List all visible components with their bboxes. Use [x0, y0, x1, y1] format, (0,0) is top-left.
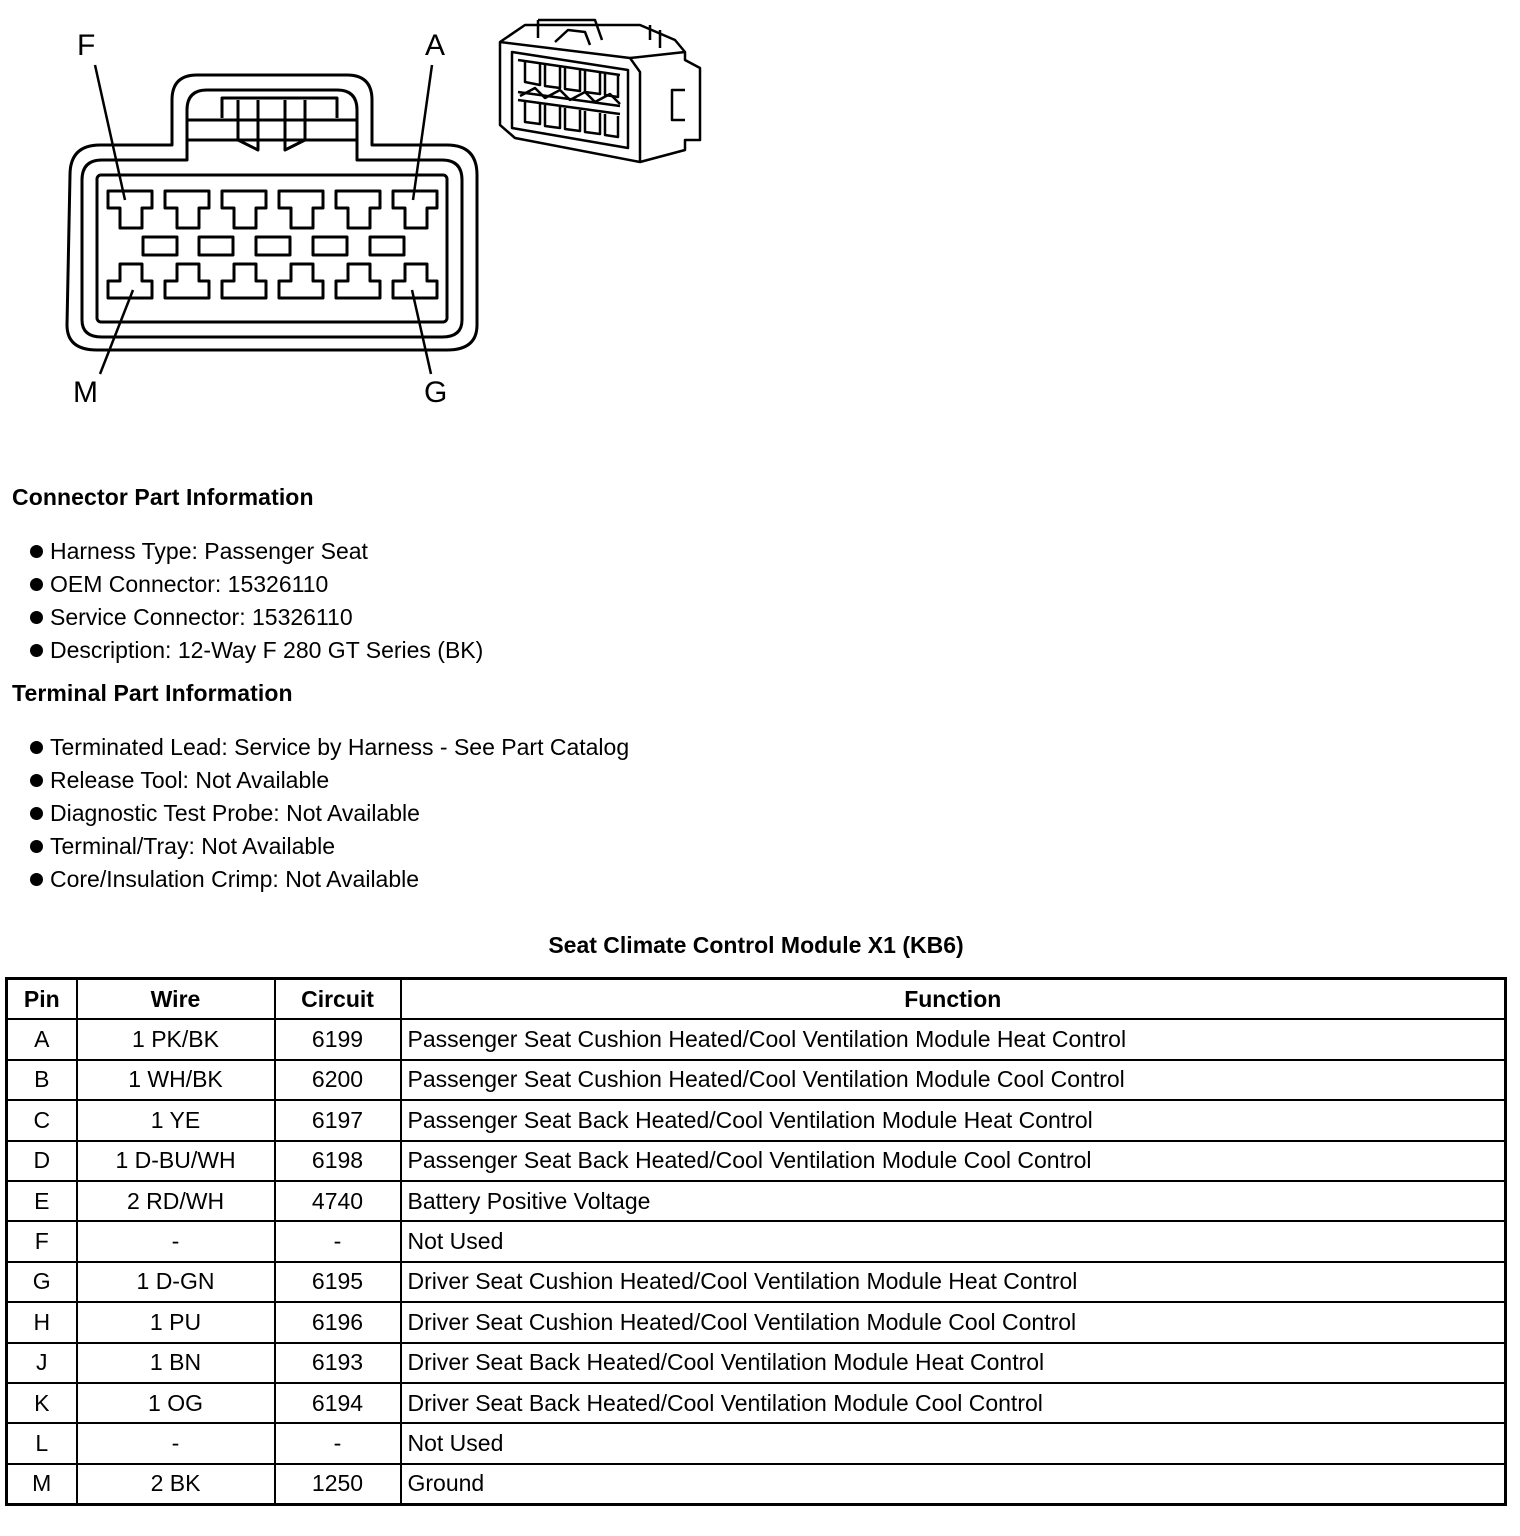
bullet-icon: [30, 840, 43, 853]
wire-cell: 1 PK/BK: [77, 1019, 275, 1059]
table-row: [7, 1464, 1506, 1505]
list-item: Harness Type: Passenger Seat: [0, 535, 483, 568]
pin-cell: K: [7, 1383, 77, 1423]
connector-part-info-heading: Connector Part Information: [12, 484, 314, 510]
table-row: [7, 1343, 1506, 1383]
list-item: Terminated Lead: Service by Harness - See Part Catalog: [0, 731, 629, 764]
list-item: Core/Insulation Crimp: Not Available: [0, 863, 629, 896]
table-row: [7, 1302, 1506, 1342]
pin-label-a: A: [425, 29, 446, 62]
function-cell: Driver Seat Cushion Heated/Cool Ventilation Module Cool Control: [401, 1302, 1506, 1342]
circuit-cell: 1250: [275, 1464, 401, 1505]
pin-label-f: F: [77, 29, 96, 62]
table-row: [7, 1019, 1506, 1059]
table-row: [7, 1100, 1506, 1140]
pin-cell: M: [7, 1464, 77, 1505]
pin-cell: F: [7, 1221, 77, 1261]
function-cell: Passenger Seat Back Heated/Cool Ventilation Module Cool Control: [401, 1141, 1506, 1181]
table-row: [7, 1181, 1506, 1221]
pin-table: [5, 977, 1507, 1506]
wire-cell: 1 PU: [77, 1302, 275, 1342]
pin-cell: E: [7, 1181, 77, 1221]
function-cell: Passenger Seat Cushion Heated/Cool Ventilation Module Cool Control: [401, 1060, 1506, 1100]
circuit-cell: -: [275, 1221, 401, 1261]
wire-cell: 1 YE: [77, 1100, 275, 1140]
pin-cell: H: [7, 1302, 77, 1342]
wire-cell: 1 D-BU/WH: [77, 1141, 275, 1181]
table-row: [7, 1060, 1506, 1100]
circuit-cell: 6197: [275, 1100, 401, 1140]
wire-cell: 2 BK: [77, 1464, 275, 1505]
table-row: [7, 1383, 1506, 1423]
wire-cell: 1 D-GN: [77, 1262, 275, 1302]
list-item: Description: 12-Way F 280 GT Series (BK): [0, 634, 483, 667]
terminal-part-info-heading: Terminal Part Information: [12, 680, 293, 706]
column-header-circuit: Circuit: [275, 979, 401, 1020]
list-item: Terminal/Tray: Not Available: [0, 830, 629, 863]
pin-cell: J: [7, 1343, 77, 1383]
connector-diagram: [0, 0, 720, 430]
wire-cell: -: [77, 1423, 275, 1463]
column-header-pin: Pin: [7, 979, 77, 1020]
list-item: OEM Connector: 15326110: [0, 568, 483, 601]
pin-cell: D: [7, 1141, 77, 1181]
function-cell: Passenger Seat Cushion Heated/Cool Ventilation Module Heat Control: [401, 1019, 1506, 1059]
column-header-wire: Wire: [77, 979, 275, 1020]
wire-cell: -: [77, 1221, 275, 1261]
table-row: [7, 1141, 1506, 1181]
wire-cell: 1 WH/BK: [77, 1060, 275, 1100]
pin-cell: L: [7, 1423, 77, 1463]
bullet-icon: [30, 644, 43, 657]
circuit-cell: 6199: [275, 1019, 401, 1059]
pin-label-m: M: [73, 376, 98, 409]
pin-cell: C: [7, 1100, 77, 1140]
terminal-part-info-list: [0, 731, 629, 896]
circuit-cell: 6200: [275, 1060, 401, 1100]
list-item: Service Connector: 15326110: [0, 601, 483, 634]
table-row: [7, 1262, 1506, 1302]
pin-table-body: [7, 1019, 1506, 1504]
circuit-cell: 6196: [275, 1302, 401, 1342]
circuit-cell: -: [275, 1423, 401, 1463]
circuit-cell: 6193: [275, 1343, 401, 1383]
function-cell: Driver Seat Back Heated/Cool Ventilation Module Cool Control: [401, 1383, 1506, 1423]
circuit-cell: 6195: [275, 1262, 401, 1302]
pin-label-g: G: [424, 376, 448, 409]
column-header-function: Function: [401, 979, 1506, 1020]
pin-cell: B: [7, 1060, 77, 1100]
circuit-cell: 4740: [275, 1181, 401, 1221]
pin-cell: G: [7, 1262, 77, 1302]
bullet-icon: [30, 873, 43, 886]
wire-cell: 1 BN: [77, 1343, 275, 1383]
bullet-icon: [30, 611, 43, 624]
list-item: Release Tool: Not Available: [0, 764, 629, 797]
bullet-icon: [30, 774, 43, 787]
function-cell: Ground: [401, 1464, 1506, 1505]
table-row: [7, 1221, 1506, 1261]
wire-cell: 2 RD/WH: [77, 1181, 275, 1221]
table-title: Seat Climate Control Module X1 (KB6): [548, 932, 964, 958]
bullet-icon: [30, 578, 43, 591]
circuit-cell: 6194: [275, 1383, 401, 1423]
function-cell: Not Used: [401, 1221, 1506, 1261]
bullet-icon: [30, 807, 43, 820]
table-row: [7, 1423, 1506, 1463]
function-cell: Driver Seat Cushion Heated/Cool Ventilation Module Heat Control: [401, 1262, 1506, 1302]
function-cell: Driver Seat Back Heated/Cool Ventilation Module Heat Control: [401, 1343, 1506, 1383]
wire-cell: 1 OG: [77, 1383, 275, 1423]
table-header-row: [7, 979, 1506, 1020]
bullet-icon: [30, 741, 43, 754]
function-cell: Battery Positive Voltage: [401, 1181, 1506, 1221]
connector-part-info-list: [0, 535, 483, 667]
function-cell: Passenger Seat Back Heated/Cool Ventilation Module Heat Control: [401, 1100, 1506, 1140]
bullet-icon: [30, 545, 43, 558]
list-item: Diagnostic Test Probe: Not Available: [0, 797, 629, 830]
pin-cell: A: [7, 1019, 77, 1059]
function-cell: Not Used: [401, 1423, 1506, 1463]
connector-3d-view: [500, 20, 700, 162]
circuit-cell: 6198: [275, 1141, 401, 1181]
